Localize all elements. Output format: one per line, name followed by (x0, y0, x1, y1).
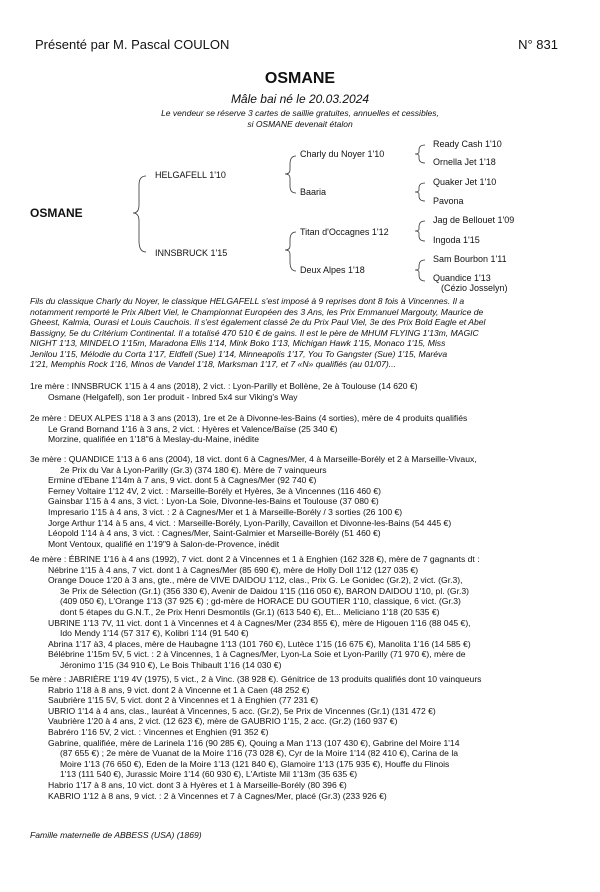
produce-line: Jorge Arthur 1'14 à 5 ans, 4 vict. : Marseille-Borély, Lyon-Parilly, Cavaillon et Divonne-les-Bains (54 445 €) (48, 517, 452, 528)
intro-line: 1'21, Memphis Rock 1'16, Minos de Vandel 1'18, Marksman 1'17, et 7 «N» qualifiés (au 01/07)... (30, 359, 396, 369)
lot-number: N° 831 (518, 37, 558, 52)
fourth-dam-section (30, 554, 570, 671)
produce-line: Ferney Voltaire 1'12 4V, 2 vict. : Marseille-Borély et Hyères, 3e à Vincennes (116 460 €) (48, 485, 381, 496)
produce-line: Gainsbar 1'15 à 4 ans, 3 vict. : Lyon-La Soie, Divonne-les-Bains et Toulouse (37 080 €) (48, 496, 379, 507)
produce-line: Morzine, qualifiée en 1'18"6 à Meslay-du-Maine, inédite (48, 434, 260, 445)
produce-line-cont: Ido Mendy 1'14 (57 317 €), Kolibri 1'14 (91 540 €) (60, 628, 249, 639)
dam-heading-cont: 2e Prix du Var à Lyon-Parilly (Gr.3) (374 180 €). Mère de 7 vainqueurs (60, 464, 327, 475)
produce-line: Rabrio 1'18 à 8 ans, 9 vict. dont 2 à Vincenne et 1 à Caen (48 252 €) (48, 684, 310, 695)
reserve-line-2: si OSMANE devenait étalon (247, 119, 353, 129)
intro-line: NIGHT 1'13, MINDELO 1'15m, Maradona Ellis 1'14, Mink Boko 1'13, Michigan Hawk 1'15, Monaco 1'15, Miss (30, 338, 446, 348)
pedigree-dss: Jag de Bellouet 1'09 (433, 215, 515, 225)
dam-heading: 5e mère : JABRIÈRE 1'19 4V (1975), 5 vict., 2 à Vinc. (38 928 €). Génitrice de 13 produits qualifiés dont 10 vainqueurs (30, 674, 482, 684)
produce-line-cont: dont 5 étapes du G.N.T., 2e Prix Henri Desmontils (Gr.1) (613 540 €), Et... Meliciano 1'18 (20 535 €) (60, 606, 440, 617)
pedigree-dam-dam: Deux Alpes 1'18 (300, 265, 365, 275)
dam-heading: 2e mère : DEUX ALPES 1'18 à 3 ans (2013), 1re et 2e à Divonne-les-Bains (4 sorties), mère de 4 produits qualifiés (30, 413, 468, 423)
produce-line-cont: 1'13 (111 540 €), Jurassic Moire 1'14 (60 930 €), L'Artiste Mil 1'13m (35 635 €) (60, 769, 358, 780)
produce-line: Ermine d'Ebane 1'14m à 7 ans, 9 vict. dont 5 à Cagnes/Mer (92 740 €) (48, 475, 317, 486)
fifth-dam-section (30, 674, 570, 801)
pedigree-sire-sire: Charly du Noyer 1'10 (300, 149, 385, 159)
pedigree-sire-dam: Baaria (300, 187, 327, 197)
first-dam-section (30, 381, 570, 402)
produce-line: Osmane (Helgafell), son 1er produit - Inbred 5x4 sur Viking's Way (48, 391, 298, 402)
pedigree-ddd-note: (Cézio Josselyn) (441, 283, 508, 293)
produce-line: UBRINE 1'13 7V, 11 vict. dont 1 à Vincennes et 4 à Cagnes/Mer (234 855 €), mère de Higouen 1'16 (88 045 €), (48, 617, 471, 628)
intro-line: Bassigny, 5e du Critérium Continental. Il a totalisé 470 510 € de gains. Il est le père de MHUM FLYING 1'13m, MAGIC (30, 327, 479, 338)
produce-line: UBRIO 1'14 à 4 ans, clas., lauréat à Vincennes, 5 acc. (Gr.2), 5e Prix de Vincennes (Gr.1) (131 472 €) (48, 705, 436, 716)
third-dam-section (30, 454, 570, 549)
pedigree-sds: Quaker Jet 1'10 (433, 177, 497, 187)
pedigree-subject: OSMANE (30, 206, 83, 220)
pedigree-sdd: Pavona (433, 196, 464, 206)
produce-line: Gabrine, qualifiée, mère de Larinela 1'16 (90 285 €), Qouing a Man 1'13 (107 430 €), Gabrine del Moire 1'14 (48, 737, 460, 748)
produce-line: Orange Douce 1'20 à 3 ans, gte., mère de VIVE DAIDOU 1'12, clas., Prix G. Le Gonidec (Gr.2), 2 vict. (Gr.3), (48, 575, 463, 586)
produce-line: Léopold 1'14 à 4 ans, 3 vict. : Cagnes/Mer, Saint-Galmier et Marseille-Borély (51 460 €) (48, 528, 381, 539)
pedigree-ssd: Ornella Jet 1'18 (433, 157, 496, 167)
produce-line: Nébrine 1'15 à 4 ans, 7 vict. dont 1 à Cagnes/Mer (85 690 €), mère de Holly Doll 1'12 (127 035 €) (48, 564, 419, 575)
maternal-family: Famille maternelle de ABBESS (USA) (1869) (30, 830, 202, 840)
dam-heading: 1re mère : INNSBRUCK 1'15 à 4 ans (2018), 2 vict. : Lyon-Parilly et Bollène, 2e à Toulouse (14 620 €) (30, 381, 418, 391)
produce-line: Le Grand Bornand 1'16 à 3 ans, 2 vict. : Hyères et Valence/Baïse (25 340 €) (48, 423, 338, 434)
produce-line: Bélébrine 1'15m 5V, 5 vict. : 2 à Vincennes, 1 à Cagnes/Mer, Lyon-La Soie et Lyon-Parilly (71 970 €), mère de (48, 649, 466, 660)
sire-intro-paragraph (30, 296, 570, 370)
horse-name: OSMANE (264, 70, 336, 87)
pedigree-dsd: Ingoda 1'15 (433, 235, 480, 245)
second-dam-section (30, 413, 570, 445)
produce-line-cont: (87 655 €) ; 2e mère de Vuanat de la Moire 1'16 (73 028 €), Cyr de la Moire 1'14 (82 410 €), Carina de la (60, 748, 459, 759)
intro-line: notamment remporté le Prix Albert Viel, le Championnat Européen des 3 Ans, les Prix Emmanuel Margouty, Maurice de (30, 306, 484, 317)
produce-line: Impresario 1'15 à 4 ans, 3 vict. : 2 à Cagnes/Mer et 1 à Marseille-Borély / 3 sorties (26 100 €) (48, 506, 403, 517)
produce-line-cont: Moire 1'13 (76 650 €), Eden de la Moire 1'13 (121 840 €), Glamoire 1'13 (175 935 €), Houffe du Flinois (60, 758, 450, 769)
produce-line: KABRIO 1'12 à 8 ans, 9 vict. : 2 à Vincennes et 7 à Cagnes/Mer, placé (Gr.3) (233 926 €) (48, 790, 387, 801)
intro-line: Jenilou 1'15, Mélodie du Corta 1'17, Eldfell (Sue) 1'14, Minneapolis 1'17, You To Gangster (Sue) 1'15, Maréva (30, 348, 448, 359)
pedigree-dam-sire: Titan d'Occagnes 1'12 (300, 227, 389, 237)
reserve-note (0, 108, 600, 130)
horse-description: Mâle bai né le 20.03.2024 (230, 92, 370, 106)
intro-line: Gheest, Kalmia, Ourasi et Louis Cauchois. Il s'est également classé 2e du Prix Paul Viel, 3e des Prix Bold Eagle et Abel (30, 317, 486, 327)
pedigree-sss: Ready Cash 1'10 (433, 139, 502, 149)
produce-line: Abrina 1'17 à3, 4 places, mère de Haubagne 1'13 (101 760 €), Lutèce 1'15 (16 675 €), Manolita 1'16 (14 585 €) (48, 638, 471, 649)
produce-line: Saubrière 1'15 5V, 5 vict. dont 2 à Vincennes et 1 à Enghien (77 231 €) (48, 695, 319, 706)
produce-line-cont: Jéronimo 1'15 (34 910 €), Le Bois Thibault 1'16 (14 030 €) (60, 659, 282, 670)
produce-line-cont: (409 050 €), L'Orange 1'13 (37 925 €) ; gd-mère de HORACE DU GOUTIER 1'10, classique, 6 vict. (Gr.3) (60, 596, 461, 607)
presenter-line: Présenté par M. Pascal COULON (35, 37, 230, 52)
intro-line: Fils du classique Charly du Noyer, le classique HELGAFELL s'est imposé à 9 reprises dont 8 fois à Vincennes. Il a (30, 296, 465, 306)
dam-heading: 3e mère : QUANDICE 1'13 à 6 ans (2004), 18 vict. dont 6 à Cagnes/Mer, 4 à Marseille-Borély et 2 à Marseille-Vivaux, (30, 454, 477, 464)
reserve-line-1: Le vendeur se réserve 3 cartes de saillie gratuites, annuelles et cessibles, (161, 108, 439, 118)
pedigree-dds: Sam Bourbon 1'11 (433, 254, 507, 264)
dam-heading: 4e mère : ÉBRINE 1'16 à 4 ans (1992), 7 vict. dont 2 à Vincennes et 1 à Enghien (162 328 €), mère de 7 gagnants dt : (30, 554, 480, 564)
produce-line: Mont Ventoux, qualifié en 1'19"9 à Salon-de-Provence, inédit (48, 538, 280, 549)
produce-line: Habrio 1'17 à 8 ans, 10 vict. dont 3 à Hyères et 1 à Marseille-Borély (80 396 €) (48, 779, 347, 790)
pedigree-ddd: Quandice 1'13 (433, 273, 491, 283)
produce-line-cont: 3e Prix de Sélection (Gr.1) (356 330 €), Avenir de Daidou 1'15 (116 050 €), BARON DAIDOU 1'10, pl. (Gr.3) (60, 585, 469, 596)
pedigree-dam: INNSBRUCK 1'15 (155, 248, 228, 258)
produce-line: Vaubrière 1'20 à 4 ans, 2 vict. (12 623 €), mère de GAUBRIO 1'15, 2 acc. (Gr.2) (160 937 €) (48, 716, 398, 727)
pedigree-sire: HELGAFELL 1'10 (155, 170, 226, 180)
produce-line: Babréro 1'16 5V, 2 vict. : Vincennes et Enghien (91 352 €) (48, 726, 269, 737)
